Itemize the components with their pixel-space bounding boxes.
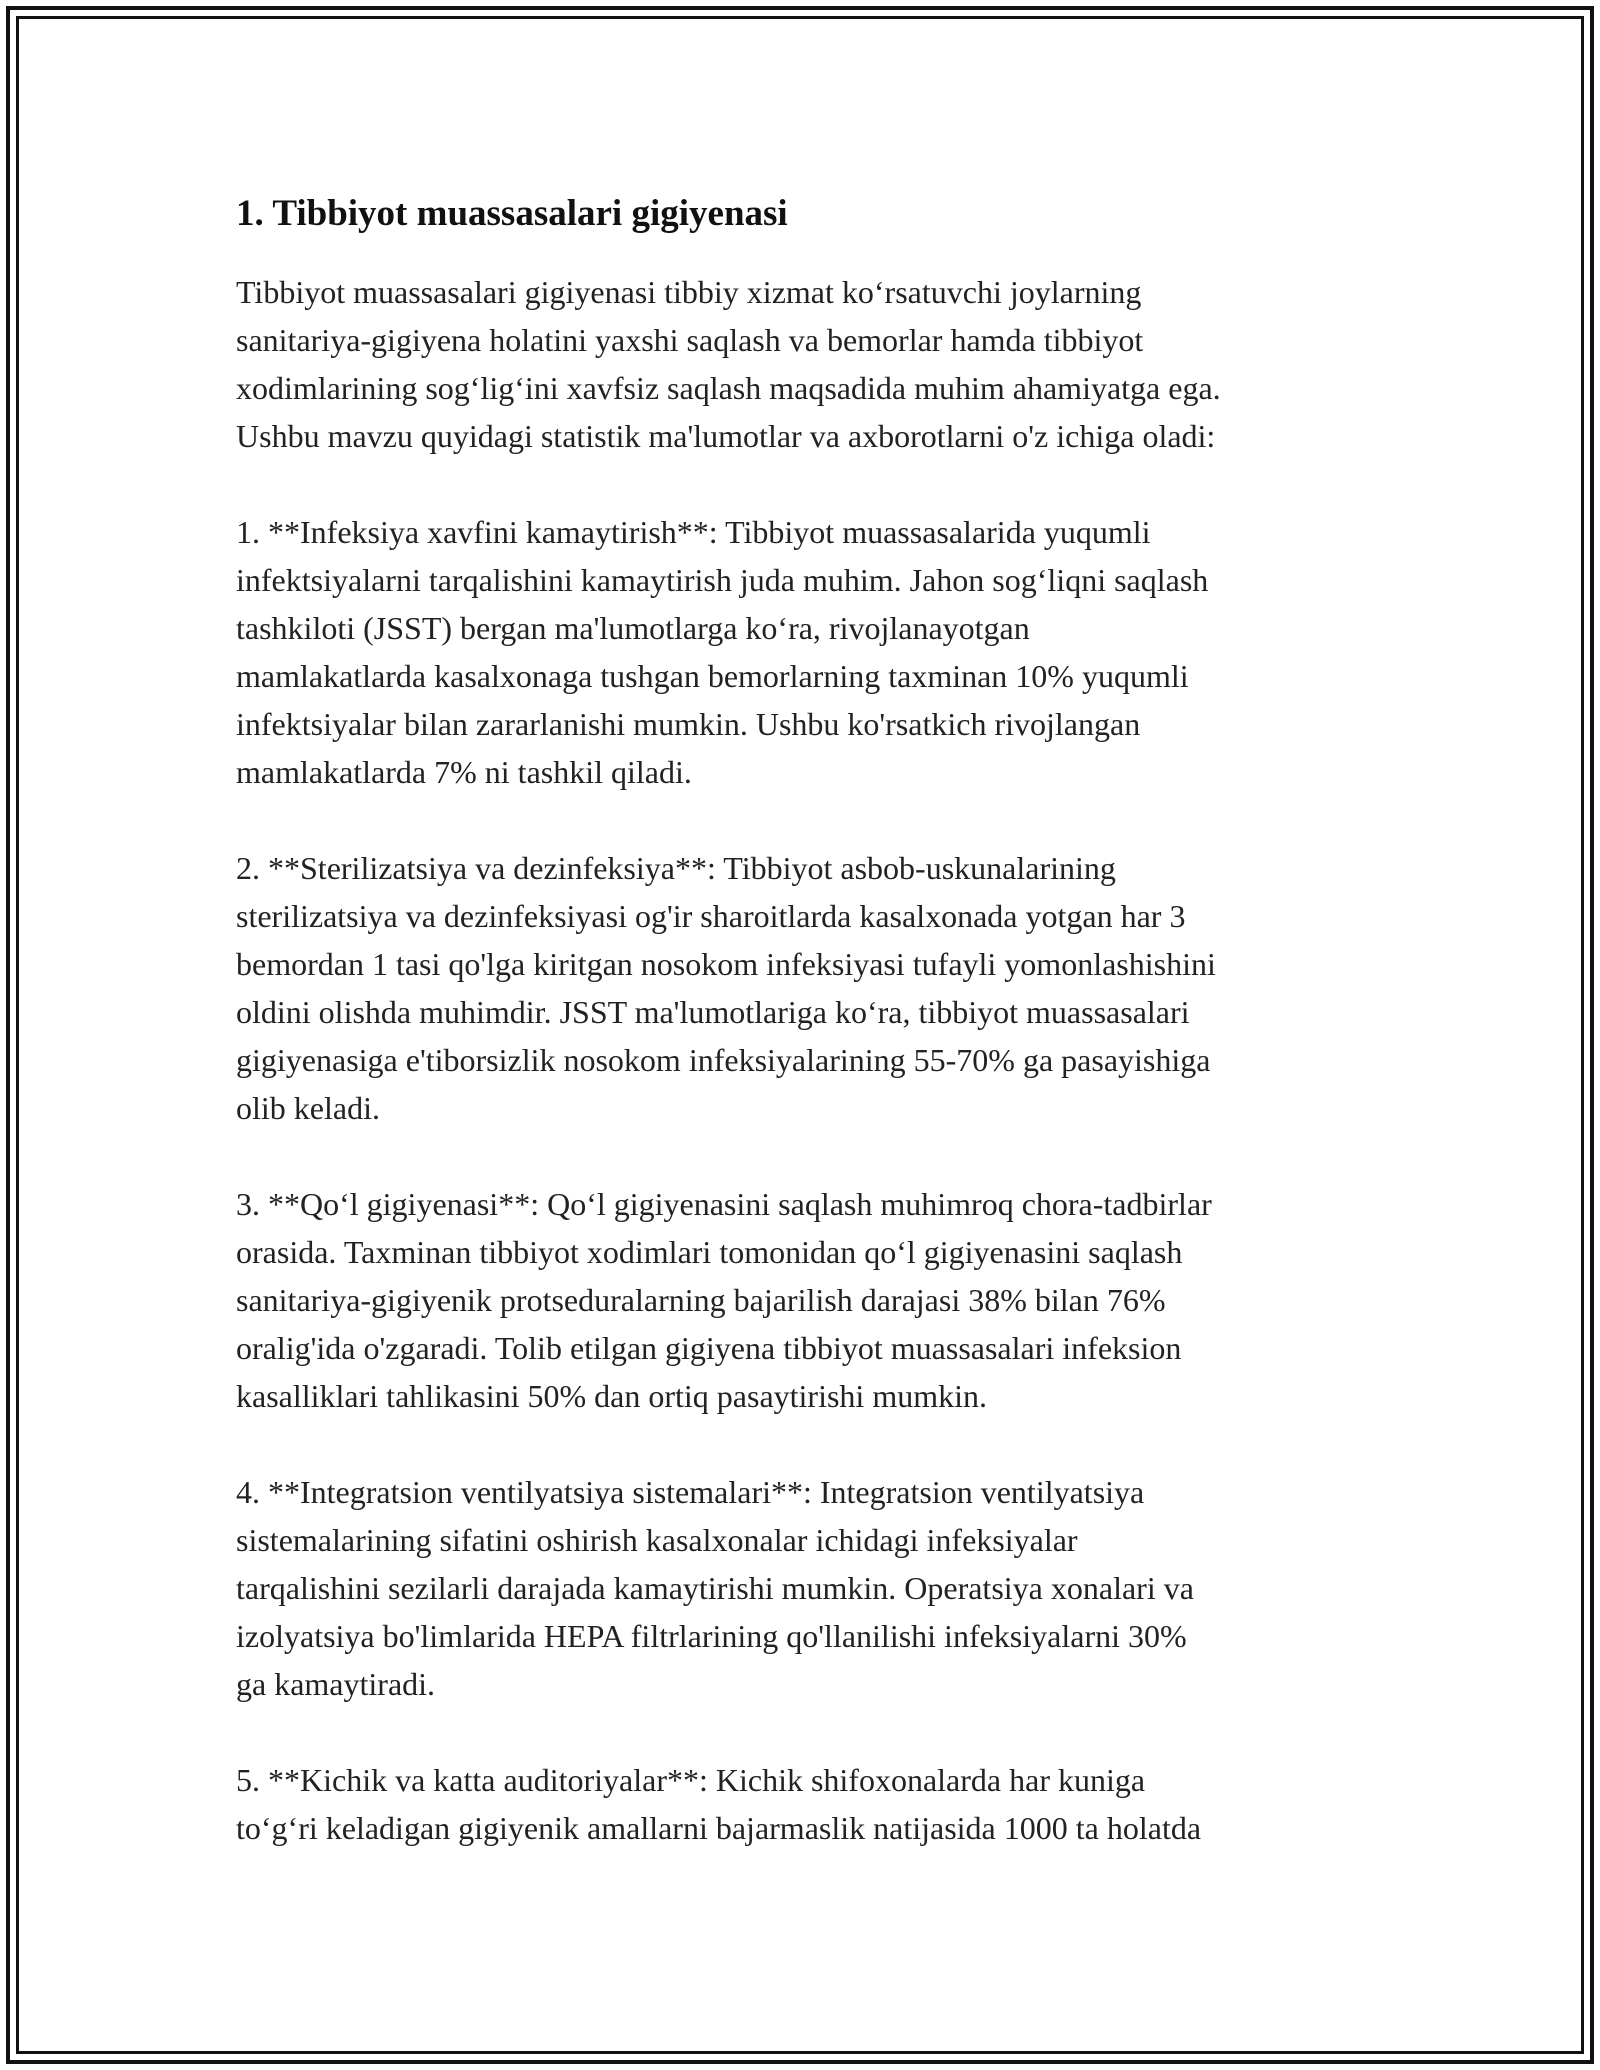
- document-body: [236, 186, 1376, 1900]
- list-item-hand-hygiene: 3. **Qo‘l gigiyenasi**: Qo‘l gigiyenasini saqlash muhimroq chora-tadbirlar orasida. Taxminan tibbiyot xodimlari tomonidan qo‘l gigiyenasini saqlash sanitariya-gigiyenik protseduralarning bajarilish darajasi 38% bilan 76% oralig'ida o'zgaradi. Tolib etilgan gigiyena tibbiyot muassasalari infeksion kasalliklari tahlikasini 50% dan ortiq pasaytirishi mumkin.: [236, 1186, 1212, 1414]
- section-heading: 1. Tibbiyot muassasalari gigiyenasi: [236, 193, 788, 234]
- intro-paragraph: Tibbiyot muassasalari gigiyenasi tibbiy xizmat ko‘rsatuvchi joylarning sanitariya-gigiyena holatini yaxshi saqlash va bemorlar hamda tibbiyot xodimlarining sog‘lig‘ini xavfsiz saqlash maqsadida muhim ahamiyatga ega. Ushbu mavzu quyidagi statistik ma'lumotlar va axborotlarni o'z ichiga oladi:: [236, 274, 1221, 454]
- list-item-auditoriums: 5. **Kichik va katta auditoriyalar**: Kichik shifoxonalarda har kuniga to‘g‘ri keladigan gigiyenik amallarni bajarmaslik natijasida 1000 ta holatda: [236, 1762, 1202, 1846]
- list-item-sterilization: 2. **Sterilizatsiya va dezinfeksiya**: Tibbiyot asbob-uskunalarining sterilizatsiya va dezinfeksiyasi og'ir sharoitlarda kasalxonada yotgan har 3 bemordan 1 tasi qo'lga kiritgan nosokom infeksiyasi tufayli yomonlashishini oldini olishda muhimdir. JSST ma'lumotlariga ko‘ra, tibbiyot muassasalari gigiyenasiga e'tiborsizlik nosokom infeksiyalarining 55-70% ga pasayishiga olib keladi.: [236, 850, 1216, 1126]
- list-item-infection-risk: 1. **Infeksiya xavfini kamaytirish**: Tibbiyot muassasalarida yuqumli infektsiyalarni tarqalishini kamaytirish juda muhim. Jahon sog‘liqni saqlash tashkiloti (JSST) bergan ma'lumotlarga ko‘ra, rivojlanayotgan mamlakatlarda kasalxonaga tushgan bemorlarning taxminan 10% yuqumli infektsiyalar bilan zararlanishi mumkin. Ushbu ko'rsatkich rivojlangan mamlakatlarda 7% ni tashkil qiladi.: [236, 514, 1209, 790]
- list-item-ventilation: 4. **Integratsion ventilyatsiya sistemalari**: Integratsion ventilyatsiya sistemalarining sifatini oshirish kasalxonalar ichidagi infeksiyalar tarqalishini sezilarli darajada kamaytirishi mumkin. Operatsiya xonalari va izolyatsiya bo'limlarida HEPA filtrlarining qo'llanilishi infeksiyalarni 30% ga kamaytiradi.: [236, 1474, 1194, 1702]
